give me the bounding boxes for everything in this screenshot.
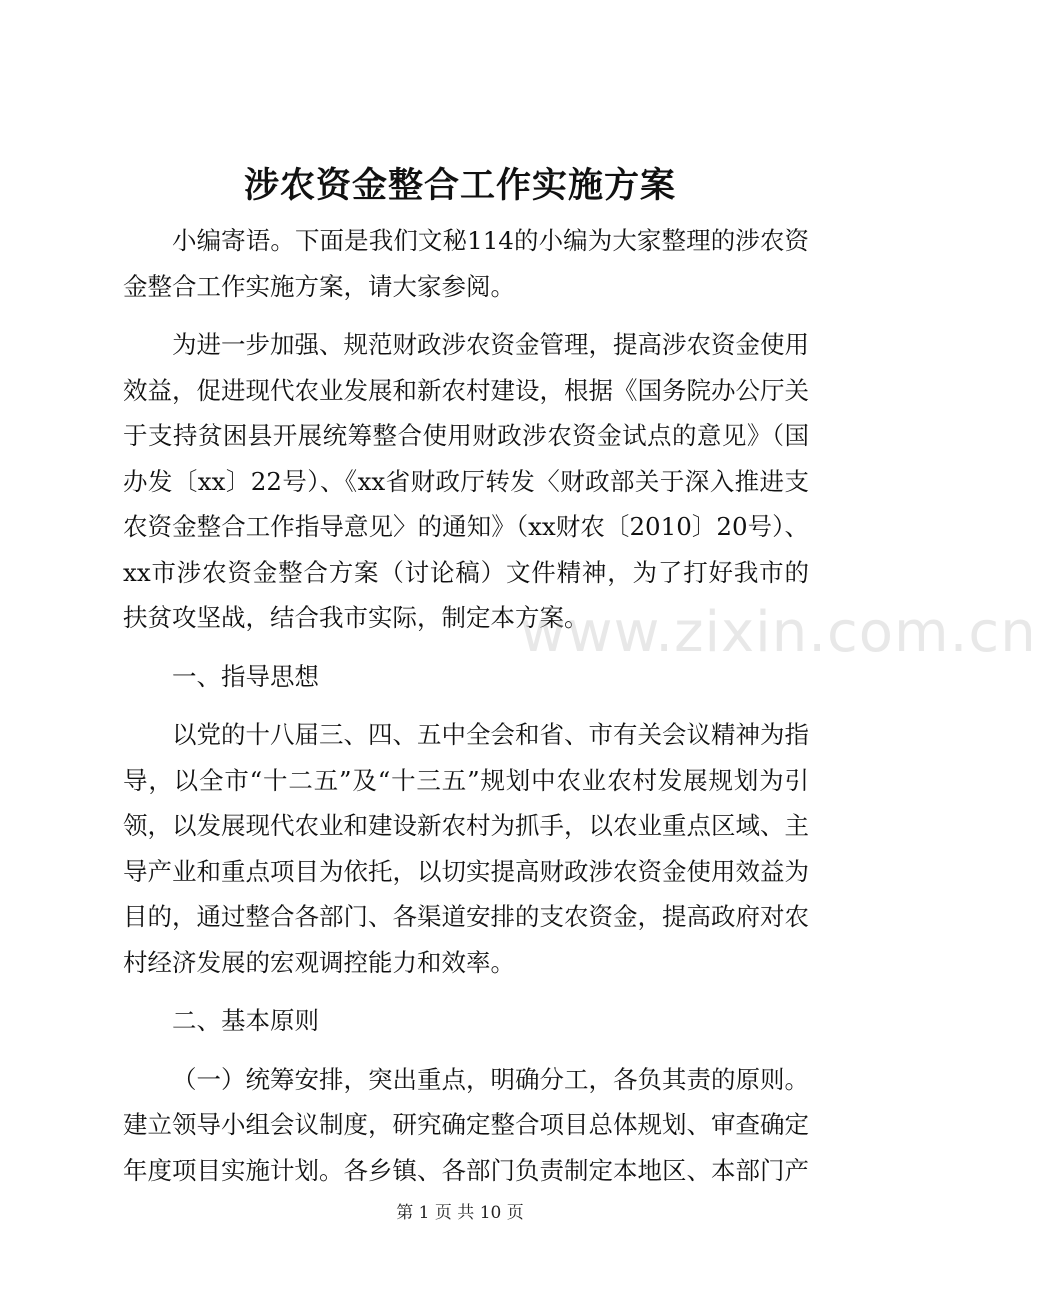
section-heading-guiding-ideology: 一、指导思想 [172, 661, 319, 691]
watermark: www.zixin.com.cn [520, 600, 1037, 665]
paragraph-principle-1: （一）统筹安排，突出重点，明确分工，各负其责的原则。建立领导小组会议制度，研究确定整合项目总体规划、审查确定年度项目实施计划。各乡镇、各部门负责制定本地区、本部门产 [123, 1064, 809, 1185]
paragraph-purpose: 为进一步加强、规范财政涉农资金管理，提高涉农资金使用效益，促进现代农业发展和新农村建设，根据《国务院办公厅关于支持贫困县开展统筹整合使用财政涉农资金试点的意见》（国办发〔xx〕22号）、《xx省财政厅转发〈财政部关于深入推进支农资金整合工作指导意见〉的通知》（xx财农〔2010〕20号）、xx市涉农资金整合方案（讨论稿）文件精神，为了打好我市的扶贫攻坚战，结合我市实际，制定本方案。 [123, 330, 809, 632]
section-heading-basic-principles: 二、基本原则 [172, 1006, 319, 1035]
paragraph-guiding-ideology: 以党的十八届三、四、五中全会和省、市有关会议精神为指导，以全市“十二五”及“十三五”规划中农业农村发展规划为引领，以发展现代农业和建设新农村为抓手，以农业重点区域、主导产业和重点项目为依托，以切实提高财政涉农资金使用效益为目的，通过整合各部门、各渠道安排的支农资金，提高政府对农村经济发展的宏观调控能力和效率。 [123, 720, 809, 977]
page-footer: 第 1 页 共 10 页 [396, 1203, 524, 1223]
document-title: 涉农资金整合工作实施方案 [243, 166, 676, 206]
document-body [123, 218, 809, 1193]
paragraph-intro: 小编寄语。下面是我们文秘114的小编为大家整理的涉农资金整合工作实施方案，请大家参阅。 [123, 226, 809, 301]
